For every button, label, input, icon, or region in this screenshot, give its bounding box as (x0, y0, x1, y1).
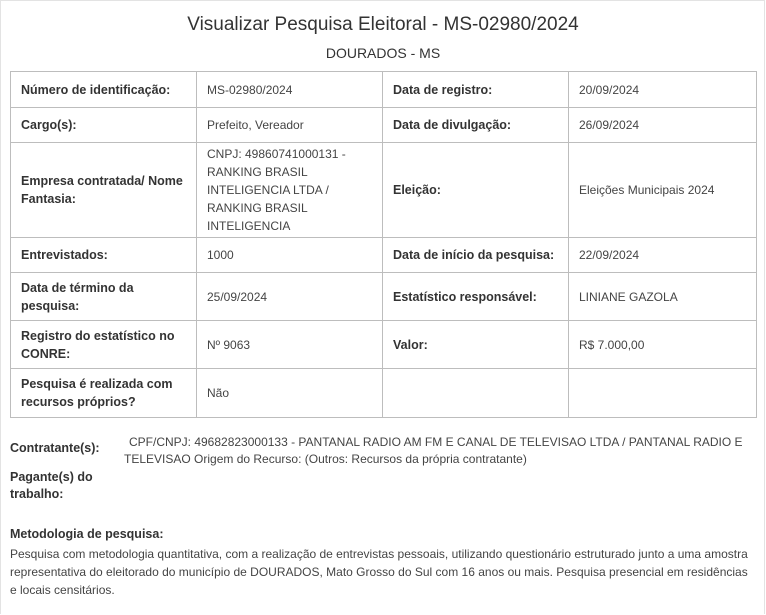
start-date-value: 22/09/2024 (569, 238, 757, 273)
id-label: Número de identificação: (11, 72, 197, 108)
table-row (11, 321, 757, 369)
empresa-value: CNPJ: 49860741000131 - RANKING BRASIL INTELIGENCIA LTDA / RANKING BRASIL INTELIGENCIA (197, 143, 383, 238)
statistician-label: Estatístico responsável: (383, 273, 569, 321)
disclosure-date-value: 26/09/2024 (569, 108, 757, 143)
survey-info-table (10, 71, 757, 418)
pagante-label: Pagante(s) do trabalho: (10, 470, 93, 501)
table-row (11, 143, 757, 238)
start-date-label: Data de início da pesquisa: (383, 238, 569, 273)
page-title: Visualizar Pesquisa Eleitoral - MS-02980/2024 (187, 14, 579, 35)
metodologia-text: Pesquisa com metodologia quantitativa, com a realização de entrevistas pessoais, utilizando questionário estruturado junto a uma amostra representativa do eleitorado do município de DOURADOS, Mato Grosso do Sul com 16 anos ou mais. Pesquisa presencial em residências e locais censitários. (10, 547, 748, 597)
entrevistados-label: Entrevistados: (11, 238, 197, 273)
conre-value: Nº 9063 (197, 321, 383, 369)
id-value: MS-02980/2024 (197, 72, 383, 108)
contratante-value: CPF/CNPJ: 49682823000133 - PANTANAL RADIO AM FM E CANAL DE TELEVISAO LTDA / PANTANAL RADIO E TELEVISAO Origem do Recurso: (Outros: Recursos da própria contratante) (124, 435, 743, 466)
metodologia-label: Metodologia de pesquisa: (10, 527, 164, 541)
cargo-value: Prefeito, Vereador (197, 108, 383, 143)
valor-label: Valor: (383, 321, 569, 369)
own-resources-label: Pesquisa é realizada com recursos próprios? (11, 369, 197, 418)
cargo-label: Cargo(s): (11, 108, 197, 143)
end-date-value: 25/09/2024 (197, 273, 383, 321)
conre-label: Registro do estatístico no CONRE: (11, 321, 197, 369)
registration-date-label: Data de registro: (383, 72, 569, 108)
empty-cell (383, 369, 569, 418)
eleicao-label: Eleição: (383, 143, 569, 238)
contratante-label: Contratante(s): (10, 441, 100, 455)
entrevistados-value: 1000 (197, 238, 383, 273)
end-date-label: Data de término da pesquisa: (11, 273, 197, 321)
table-row (11, 238, 757, 273)
valor-value: R$ 7.000,00 (569, 321, 757, 369)
statistician-value: LINIANE GAZOLA (569, 273, 757, 321)
empresa-label: Empresa contratada/ Nome Fantasia: (11, 143, 197, 238)
registration-date-value: 20/09/2024 (569, 72, 757, 108)
location-subtitle: DOURADOS - MS (325, 45, 441, 61)
eleicao-value: Eleições Municipais 2024 (569, 143, 757, 238)
disclosure-date-label: Data de divulgação: (383, 108, 569, 143)
empty-cell (569, 369, 757, 418)
table-row (11, 273, 757, 321)
table-row (11, 108, 757, 143)
own-resources-value: Não (197, 369, 383, 418)
table-row (11, 72, 757, 108)
table-row (11, 369, 757, 418)
